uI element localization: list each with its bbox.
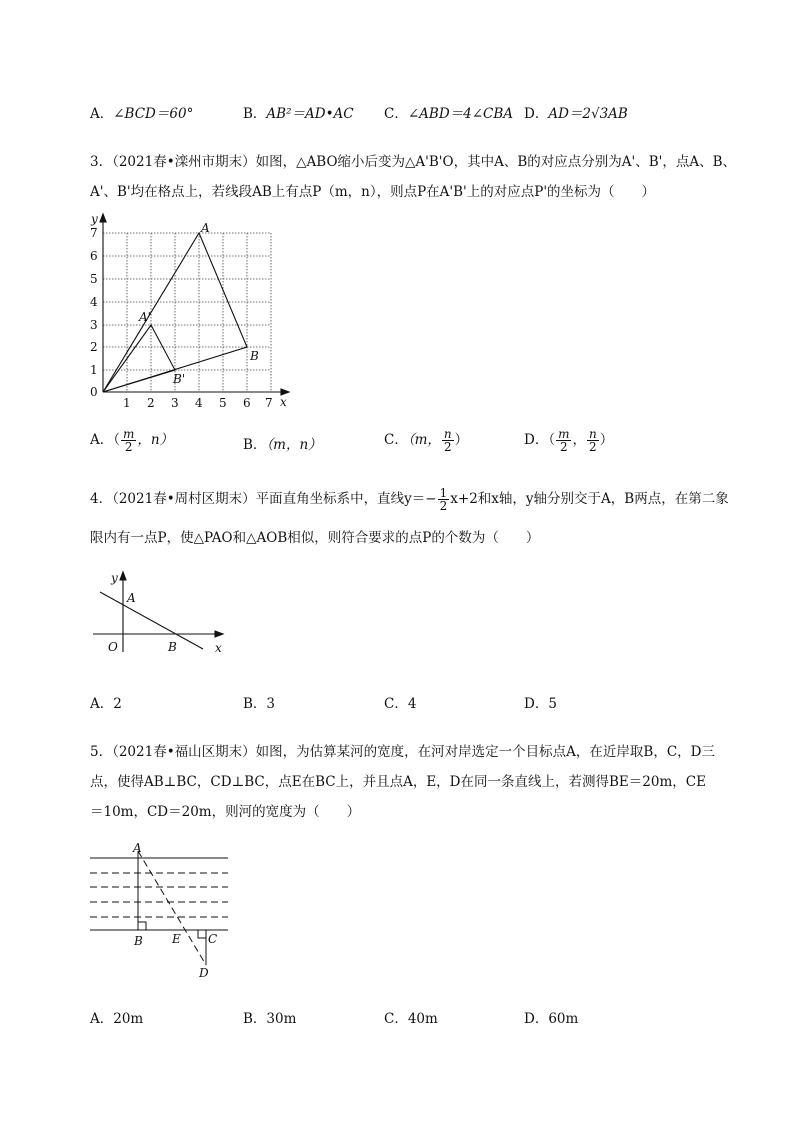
q5-stem-1: 如图，为估算某河的宽度，在河对岸选定一个目标点A，在近岸取B，C，D三	[255, 744, 715, 760]
q3-line-1	[90, 150, 736, 170]
q5-number: 5．	[90, 744, 113, 760]
q4-x-label: x	[215, 641, 222, 655]
q5-water-lines	[90, 851, 228, 965]
q4-x-arrow-icon	[215, 631, 223, 637]
q3-x-label: x	[280, 395, 287, 409]
q5-point-a: A	[133, 841, 142, 855]
q4-option-a[interactable]: A．2	[90, 696, 122, 712]
q3-option-a[interactable]: A．（ $\frac{m}{2}$ ，n）	[90, 427, 174, 454]
q3-y-tick: 5	[90, 272, 98, 286]
q5-point-c: C	[208, 932, 218, 946]
q3-option-c[interactable]: C．（m， $\frac{n}{2}$ ）	[384, 427, 469, 454]
q2-option-c[interactable]: C．∠ABD＝4∠CBA	[384, 106, 514, 122]
q3-triangle-a-prime-b-prime-o	[103, 325, 175, 392]
q3-point-b: B	[250, 349, 259, 363]
q3-point-b-prime: B'	[173, 372, 186, 386]
q5-line-3: ＝10m，CD＝20m，则河的宽度为（ ）	[90, 804, 361, 820]
q3-y-label: y	[91, 212, 98, 226]
q5-right-angle-b-icon	[138, 922, 146, 930]
q5-line-2: 点，使得AB⊥BC，CD⊥BC，点E在BC上，并且点A，E，D在同一条直线上，若测得BE＝20m，CE	[90, 774, 706, 790]
q5-point-d: D	[199, 966, 209, 980]
q3-y-tick: 4	[90, 295, 98, 309]
q3-origin-label: 0	[90, 385, 98, 399]
q3-line-2: A'、B'均在格点上，若线段AB上有点P（m，n），则点P在A'B'上的对应点P'的坐标为（ ）	[90, 184, 656, 200]
q4-y-label: y	[111, 571, 118, 585]
q3-x-tick: 2	[147, 396, 155, 410]
q3-x-tick: 1	[123, 396, 131, 410]
q3-x-tick: 3	[171, 396, 179, 410]
q3-stem-1: 如图，△ABO缩小后变为△A'B'O，其中A、B的对应点分别为A'、B'，点A、B、	[255, 154, 737, 170]
q3-number: 3．	[90, 154, 113, 170]
q5-river-figure	[88, 840, 233, 980]
q4-graph-figure	[90, 568, 230, 658]
q4-point-a: A	[127, 591, 136, 605]
q4-y-arrow-icon	[120, 572, 126, 580]
q4-origin-label: O	[108, 640, 118, 654]
q3-y-tick: 2	[90, 340, 98, 354]
q3-point-a: A	[201, 221, 210, 235]
q4-option-b[interactable]: B．3	[243, 696, 276, 712]
q3-grid-lines	[103, 233, 271, 392]
q3-y-tick: 6	[90, 249, 98, 263]
q2-option-d[interactable]: D．AD＝2√3AB	[524, 106, 628, 122]
q2-option-a[interactable]: A．∠BCD＝60°	[90, 106, 194, 122]
q3-option-d[interactable]: D．（ $\frac{m}{2}$ ， $\frac{n}{2}$ ）	[524, 427, 614, 454]
q5-point-b: B	[134, 934, 143, 948]
q5-line-aed	[138, 851, 206, 965]
q3-point-a-prime: A'	[139, 310, 151, 324]
q3-grid-figure	[85, 210, 300, 415]
q5-point-e: E	[172, 932, 181, 946]
q3-y-tick: 3	[90, 318, 98, 332]
q3-y-arrow-icon	[100, 214, 106, 222]
q4-line-1: 4．（2021春•周村区期末）平面直角坐标系中，直线y＝− $\frac{1}{2}$ x+2和x轴，y轴分别交于A，B两点，在第二象	[90, 486, 729, 513]
q5-option-a[interactable]: A．20m	[90, 1011, 144, 1027]
q3-x-tick: 4	[195, 396, 203, 410]
q3-x-tick: 6	[243, 396, 251, 410]
q5-option-d[interactable]: D．60m	[524, 1011, 579, 1027]
q3-x-tick: 5	[219, 396, 227, 410]
q4-option-d[interactable]: D．5	[524, 696, 557, 712]
q4-number: 4．	[90, 491, 113, 507]
q3-y-tick: 1	[90, 363, 98, 377]
q4-option-c[interactable]: C．4	[384, 696, 417, 712]
q5-right-angle-c-icon	[198, 930, 206, 938]
q3-source: （2021春•滦州市期末）	[112, 154, 256, 170]
q4-point-b: B	[168, 640, 177, 654]
q5-source: （2021春•福山区期末）	[112, 744, 256, 760]
q5-option-b[interactable]: B．30m	[243, 1011, 297, 1027]
q4-source: （2021春•周村区期末）	[112, 491, 256, 507]
q5-option-c[interactable]: C．40m	[384, 1011, 438, 1027]
q2-option-b[interactable]: B．AB²＝AD•AC	[243, 106, 354, 122]
q3-x-tick: 7	[265, 396, 273, 410]
q5-line-1	[90, 740, 715, 760]
q3-option-b[interactable]: B．（m，n）	[243, 437, 322, 453]
q3-y-tick: 7	[90, 226, 98, 240]
q4-line-2: 限内有一点P，使△PAO和△AOB相似，则符合要求的点P的个数为（ ）	[90, 530, 540, 546]
